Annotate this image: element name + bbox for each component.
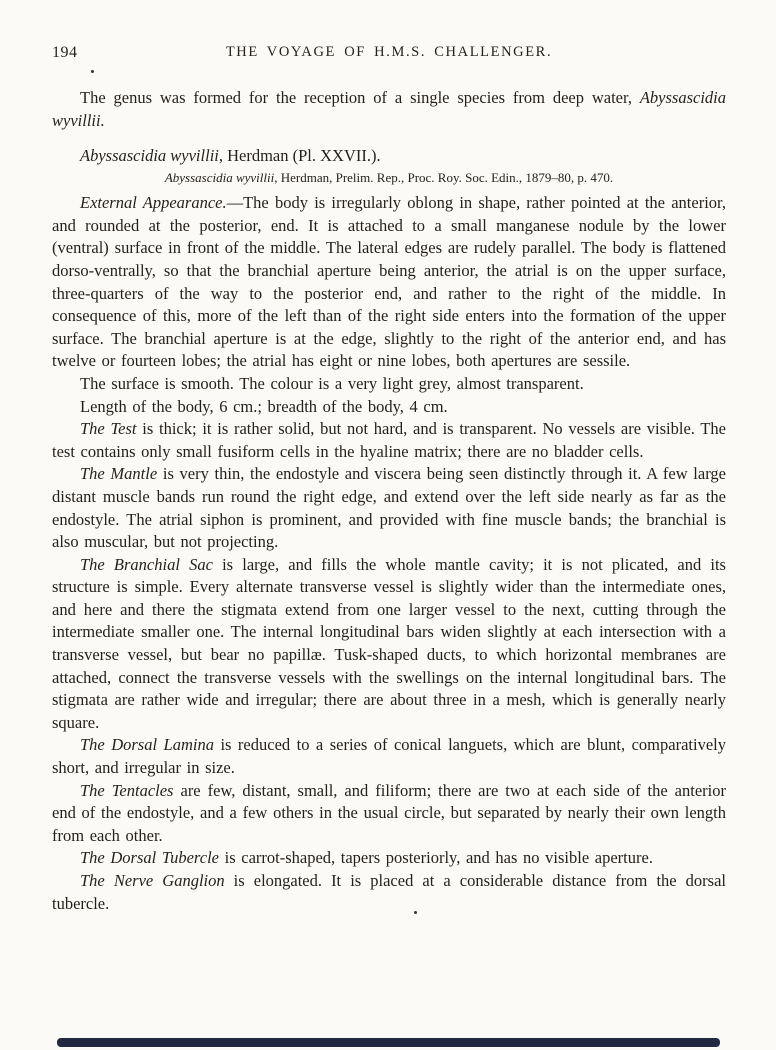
paragraph-surface	[52, 373, 726, 396]
paragraph-lead: External Appearance.	[80, 193, 227, 213]
species-name-italic: Abyssascidia wyvillii.	[52, 88, 726, 130]
paragraph-text: is very thin, the endostyle and viscera being seen distinctly through it. A few large distant muscle bands run round the right edge, and extend over the left side nearly as far as the endostyle. The atrial siphon is prominent, and provided with fine muscle bands; the branchial is also muscular, but not projecting.	[52, 464, 726, 552]
intro-text: The genus was formed for the reception of a single species from deep water,	[80, 88, 640, 107]
scan-speck	[414, 911, 417, 914]
species-name-italic: Abyssascidia wyvillii	[164, 170, 275, 186]
paragraph-external-appearance	[52, 192, 726, 373]
paragraph-measurements	[52, 396, 726, 419]
scan-speck	[91, 70, 94, 73]
paragraph-text: is large, and fills the whole mantle cavity; it is not plicated, and its structure is simple. Every alternate transverse vessel is slightly wider than the intermediate ones, and here and there the stigmata extend from one larger vessel to the next, cutting through the intermediate smaller one. The internal longitudinal bars widen slightly at each intersection with a transverse vessel, but bear no papillæ. Tusk-shaped ducts, to which horizontal membranes are attached, connect the transverse vessels with the swellings on the internal longitudinal bars. The stigmata are rather wide and irregular; there are about three in a mesh, which is generally nearly square.	[52, 554, 726, 732]
paragraph-dorsal-lamina	[52, 734, 726, 779]
paragraph-test	[52, 418, 726, 463]
paragraph-text: are few, distant, small, and filiform; there are two at each side of the anterior end of the endostyle, and a few others in the usual circle, but separated by nearly their own length from each other.	[52, 780, 726, 845]
paragraph-text: —The body is irregularly oblong in shape, rather pointed at the anterior, and rounded at the posterior, end. It is attached to a small manganese nodule by the lower (ventral) surface in front of the middle. The lateral edges are rudely parallel. The body is flattened dorso-ventrally, so that the branchial aperture being anterior, the atrial is on the upper surface, three-quarters of the way to the posterior end, and rather to the right of the middle. In consequence of this, more of the left than of the right side enters into the formation of the upper surface. The branchial aperture is at the edge, slightly to the right of the anterior end, and has twelve or fourteen lobes; the atrial has eight or nine lobes, both apertures are sessile.	[52, 193, 726, 371]
paragraph-tentacles	[52, 780, 726, 848]
paragraph-dorsal-tubercle	[52, 847, 726, 870]
citation-line	[52, 169, 726, 186]
species-heading	[52, 145, 726, 167]
paragraph-lead: The Mantle	[80, 464, 158, 484]
scan-artifact-bar	[57, 1038, 720, 1047]
running-title: THE VOYAGE OF H.M.S. CHALLENGER.	[225, 44, 553, 60]
heading-rest: , Herdman (Pl. XXVII.).	[218, 146, 381, 166]
paragraph-lead: The Dorsal Lamina	[80, 735, 214, 755]
paragraph-text: is thick; it is rather solid, but not hard, and is transparent. No vessels are visible. The test contains only small fusiform cells in the hyaline matrix; there are no bladder cells.	[52, 419, 726, 461]
paragraph-lead: The Dorsal Tubercle	[80, 848, 219, 868]
paragraph-mantle	[52, 463, 726, 553]
paragraph-lead: The Tentacles	[80, 780, 174, 800]
page-header	[52, 44, 726, 64]
paragraph-text: The surface is smooth. The colour is a very light grey, almost transparent.	[80, 373, 584, 393]
paragraph-text: is elongated. It is placed at a considerable distance from the dorsal tubercle.	[52, 871, 726, 913]
paragraph-lead: The Branchial Sac	[80, 554, 213, 574]
paragraph-intro	[52, 87, 726, 132]
page-body	[52, 87, 726, 915]
species-name-italic: Abyssascidia wyvillii	[80, 146, 219, 166]
paragraph-branchial-sac	[52, 554, 726, 735]
paragraph-nerve-ganglion	[52, 870, 726, 915]
paragraph-lead: The Test	[80, 419, 137, 439]
citation-rest: , Herdman, Prelim. Rep., Proc. Roy. Soc. Edin., 1879–80, p. 470.	[274, 170, 614, 186]
page-number: 194	[52, 44, 78, 61]
paragraph-text: is carrot-shaped, tapers posteriorly, and has no visible aperture.	[218, 848, 653, 868]
paragraph-lead: The Nerve Ganglion	[80, 871, 225, 890]
paragraph-text: Length of the body, 6 cm.; breadth of the body, 4 cm.	[80, 396, 448, 416]
paragraph-text: is reduced to a series of conical languets, which are blunt, comparatively short, and irregular in size.	[52, 735, 726, 778]
